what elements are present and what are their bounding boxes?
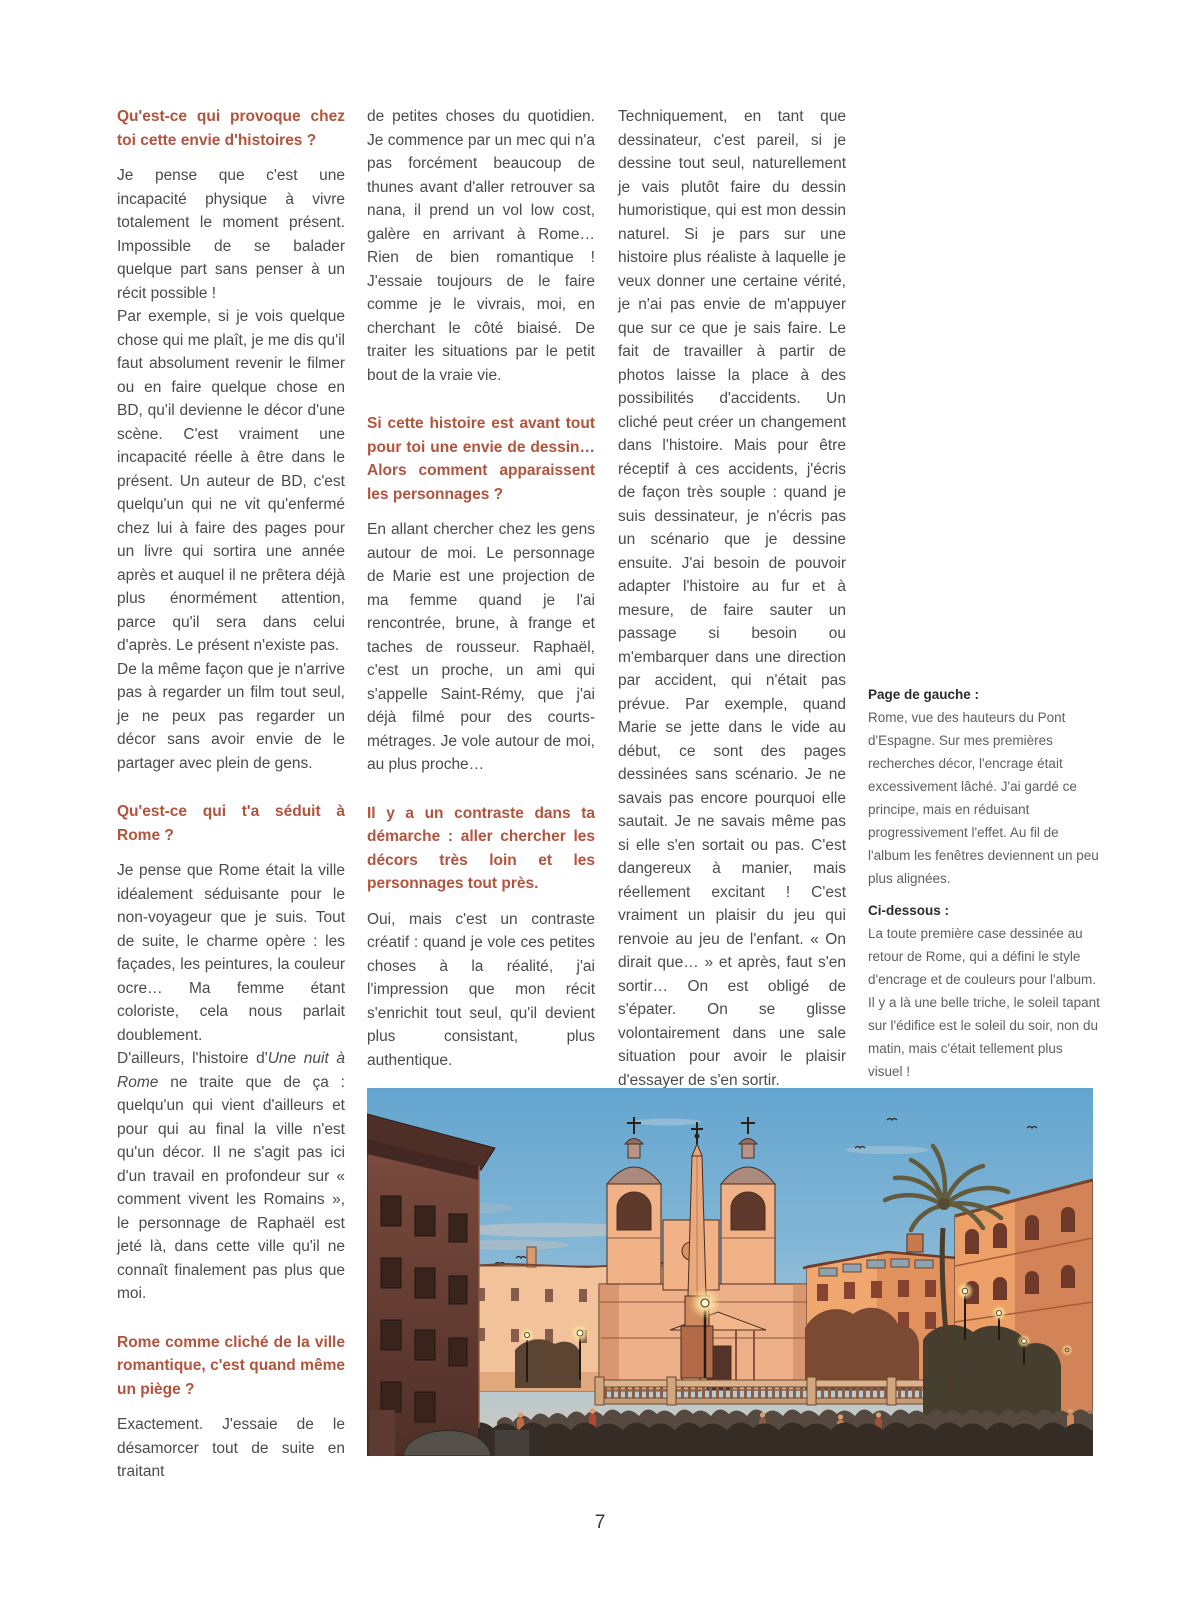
interview-answer-paragraph: de petites choses du quotidien. Je commence par un mec qui n'a pas forcément beaucoup de thunes avant d'aller retrouver sa nana, il prend un vol low cost, galère en arrivant à Rome… Rien de bien romantique ! J'essaie toujours de le faire comme je le vivrais, moi, en cherchant le côté biaisé. De traiter les situations par le petit bout de la vraie vie. — [367, 108, 595, 384]
book-title: Une nuit à Rome — [117, 1050, 345, 1091]
interview-question: Si cette histoire est avant tout pour toi une envie de dessin… Alors comment apparaissent les personnages ? — [367, 415, 595, 503]
interview-answer-paragraph: Je pense que c'est une incapacité physique à vivre totalement le moment présent. Impossible de se balader quelque part sans penser à un récit possible ! — [117, 167, 345, 302]
interview-column-3 — [618, 105, 846, 1092]
margin-captions — [868, 683, 1100, 1083]
interview-answer-paragraph: Oui, mais c'est un contraste créatif : quand je vole ces petites choses à la réalité, j'ai l'impression que mon récit s'enrichit tout seul, qu'il devient plus consistant, plus authentique. — [367, 910, 595, 1069]
interview-answer-paragraph — [117, 1047, 345, 1306]
interview-answer-paragraph: Exactement. J'essaie de le désamorcer tout de suite en traitant — [117, 1416, 345, 1480]
answer-text: D'ailleurs, l'histoire d' — [117, 1050, 268, 1067]
interview-answer-paragraph: Techniquement, en tant que dessinateur, c'est pareil, si je dessine tout seul, naturellement je vais plutôt faire du dessin humoristique, qui est mon dessin naturel. Si je pars sur une histoire plus réaliste à laquelle je veux donner une certaine vérité, je n'ai pas envie de m'appuyer que sur ce que je sais faire. Le fait de travailler à partir de photos laisse la place à des possibilités d'accidents. Un cliché peut créer un changement dans l'histoire. Mais pour être réceptif à ces accidents, j'écris de façon très souple : quand je suis dessinateur, je n'écris pas un scénario que je dessine ensuite. J'ai besoin de pouvoir adapter l'histoire au fur et à mesure, de faire sauter un passage si besoin ou m'embarquer dans une direction par accident, qui n'était pas prévue. Par exemple, quand Marie se jette dans le vide au début, ce sont des pages dessinées sans scénario. Je ne savais pas encore pourquoi elle sautait. Je ne savais même pas si elle s'en sortait ou pas. C'est dangereux à manier, mais réellement excitant ! C'est vraiment un plaisir du jeu qui renvoie au jeu de l'enfant. « On dirait que… » et après, faut s'en sortir… On est obligé de s'épater. On se glisse volontairement dans une sale situation pour avoir le plaisir d'essayer de s'en sortir. — [618, 108, 846, 1089]
interview-answer-paragraph: En allant chercher chez les gens autour de moi. Le personnage de Marie est une projection de ma femme quand je l'ai rencontrée, brune, à frange et taches de rousseur. Raphaël, c'est un proche, un ami qui s'appelle Saint-Rémy, que j'ai déjà filmé pour des courts-métrages. Je vole autour de moi, au plus proche… — [367, 521, 595, 773]
interview-column-2 — [367, 105, 595, 1072]
interview-column-1 — [117, 105, 345, 1484]
page-number: 7 — [594, 1512, 606, 1533]
interview-question: Qu'est-ce qui t'a séduit à Rome ? — [117, 803, 345, 844]
caption-heading-below: Ci-dessous : — [868, 903, 950, 918]
interview-question: Qu'est-ce qui provoque chez toi cette envie d'histoires ? — [117, 108, 345, 149]
interview-answer-paragraph: De la même façon que je n'arrive pas à regarder un film tout seul, je ne peux pas regarder un décor sans avoir envie de le partager avec plein de gens. — [117, 660, 345, 772]
caption-heading-left-page: Page de gauche : — [868, 687, 980, 702]
answer-text: ne traite que de ça : quelqu'un qui vient d'ailleurs et pour qui au final la ville n'est qu'un décor. Il ne s'agit pas ici d'un travail en profondeur sur « comment vivent les Romains », le personnage de Raphaël est jeté là, dans cette ville qu'il ne connaît finalement pas plus que moi. — [117, 1073, 345, 1302]
interview-answer-paragraph: Je pense que Rome était la ville idéalement séduisante pour le non-voyageur que je suis. Tout de suite, le charme opère : les façades, les peintures, la couleur ocre… Ma femme étant coloriste, cela nous parlait doublement. — [117, 862, 345, 1044]
interview-answer-paragraph: Par exemple, si je vois quelque chose qui me plaît, je me dis qu'il faut absolument revenir le filmer ou en faire quelque chose en BD, qu'il devienne le décor d'une scène. C'est vraiment une incapacité réelle à être dans le présent. Un auteur de BD, c'est quelqu'un qui ne vit qu'enfermé chez lui à faire des pages pour un livre qui sortira une année après et auquel il ne prêtera déjà plus énormément attention, parce qu'il sera dans celui d'après. Le présent n'existe pas. — [117, 308, 345, 654]
interview-question: Il y a un contraste dans ta démarche : aller chercher les décors très loin et les personnages tout près. — [367, 804, 595, 892]
rome-sunset-illustration — [367, 1088, 1093, 1456]
interview-question: Rome comme cliché de la ville romantique, c'est quand même un piège ? — [117, 1333, 345, 1398]
caption-text-below: La toute première case dessinée au retour de Rome, qui a défini le style d'encrage et de couleurs pour l'album. Il y a là une belle triche, le soleil tapant sur l'édifice est le soleil du soir, non du matin, mais c'était tellement plus visuel ! — [868, 926, 1100, 1079]
caption-text-left-page: Rome, vue des hauteurs du Pont d'Espagne. Sur mes premières recherches décor, l'encrage était excessivement lâché. J'ai gardé ce principe, mais en réduisant progressivement l'effet. Au fil de l'album les fenêtres deviennent un peu plus alignées. — [868, 710, 1099, 886]
